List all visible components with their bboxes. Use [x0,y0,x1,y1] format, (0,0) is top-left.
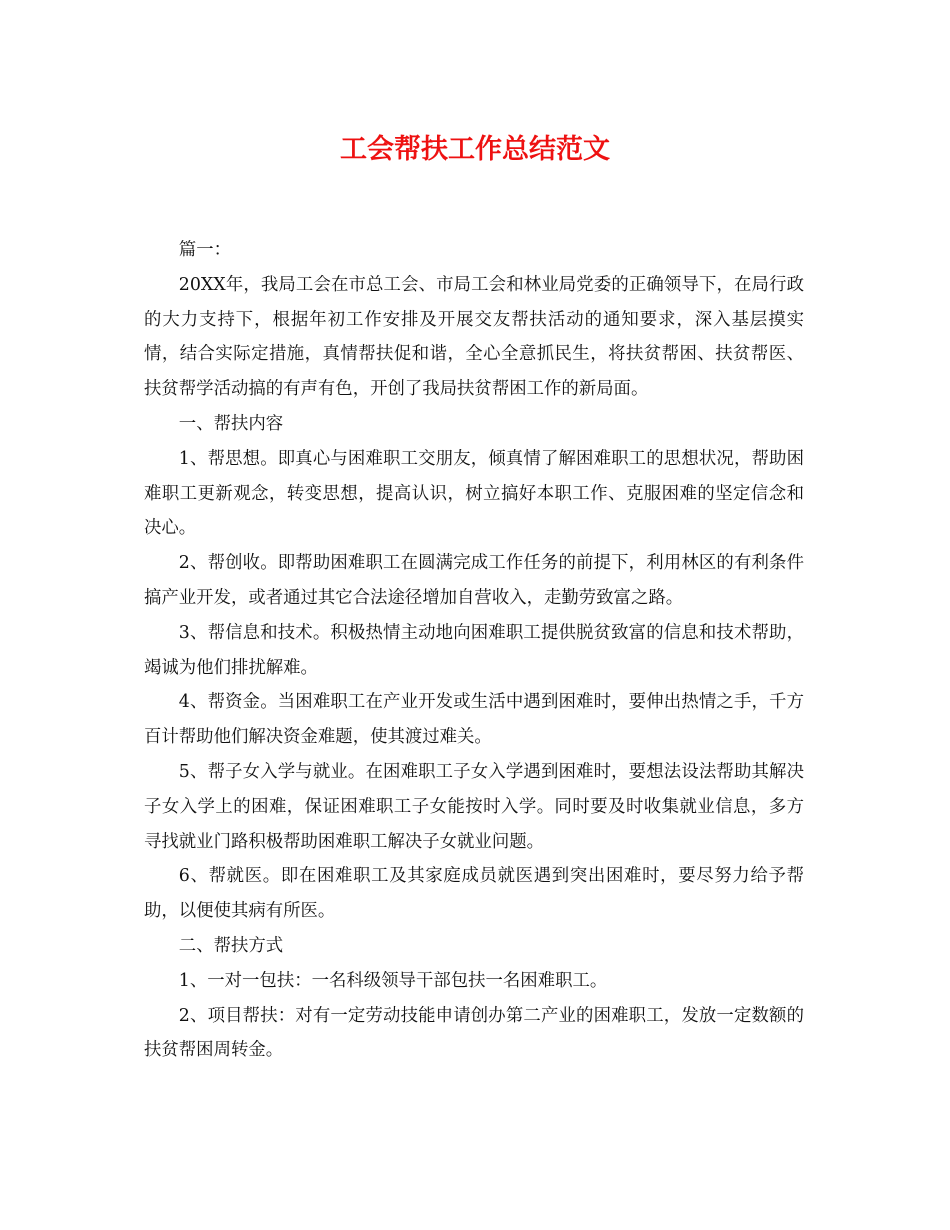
paragraph-help-education-employment: 5、帮子女入学与就业。在困难职工子女入学遇到困难时，要想法设法帮助其解决子女入学上的困难，保证困难职工子女能按时入学。同时要及时收集就业信息，多方寻找就业门路积极帮助困难职工解决子女就业问题。 [144,761,804,852]
paragraph-help-funds: 4、帮资金。当困难职工在产业开发或生活中遇到困难时，要伸出热情之手，千方百计帮助他们解决资金难题，使其渡过难关。 [144,692,804,748]
paragraph-help-medical: 6、帮就医。即在困难职工及其家庭成员就医遇到突出困难时，要尽努力给予帮助，以便使其病有所医。 [144,866,804,922]
paragraph-one-to-one: 1、一对一包扶：一名科级领导干部包扶一名困难职工。 [178,970,608,991]
document-title: 工会帮扶工作总结范文 [340,134,610,165]
paragraph-help-income: 2、帮创收。即帮助困难职工在圆满完成工作任务的前提下，利用林区的有利条件搞产业开发，或者通过其它合法途径增加自营收入，走勤劳致富之路。 [144,553,804,608]
paragraph-section-label: 篇一： [178,240,231,260]
paragraph-intro: 20XX年，我局工会在市总工会、市局工会和林业局党委的正确领导下，在局行政的大力支持下，根据年初工作安排及开展交友帮扶活动的通知要求，深入基层摸实情，结合实际定措施，真情帮扶促和谐，全心全意抓民生，将扶贫帮困、扶贫帮医、扶贫帮学活动搞的有声有色，开创了我局扶贫帮困工作的新局面。 [144,274,804,400]
paragraph-help-thought: 1、帮思想。即真心与困难职工交朋友，倾真情了解困难职工的思想状况，帮助困难职工更新观念，转变思想，提高认识，树立搞好本职工作、克服困难的坚定信念和决心。 [144,448,804,539]
document-body [144,233,804,1068]
paragraph-project-help: 2、项目帮扶：对有一定劳动技能申请创办第二产业的困难职工，发放一定数额的扶贫帮困周转金。 [144,1005,804,1061]
paragraph-help-info-tech: 3、帮信息和技术。积极热情主动地向困难职工提供脱贫致富的信息和技术帮助，竭诚为他们排扰解难。 [144,622,804,678]
heading-help-content: 一、帮扶内容 [178,413,284,434]
heading-help-methods: 二、帮扶方式 [178,935,284,956]
